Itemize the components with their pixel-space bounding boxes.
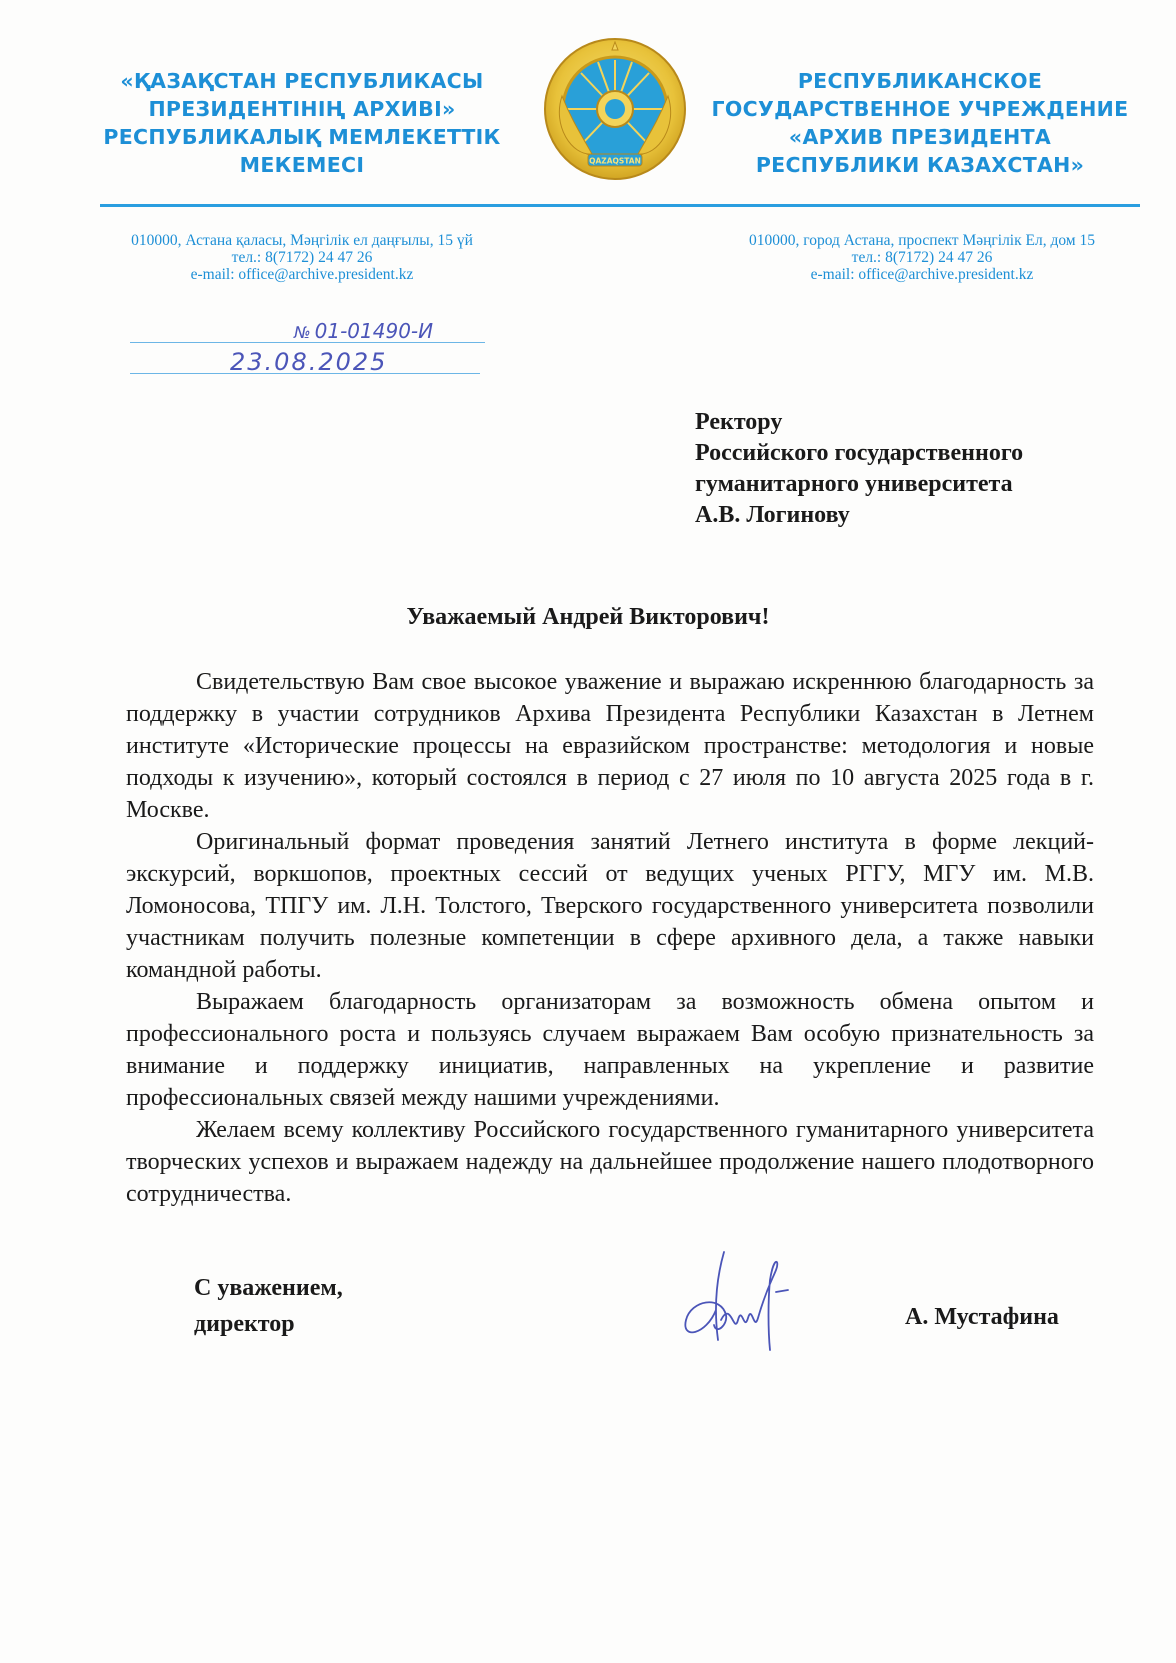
letter-body xyxy=(126,666,1094,1210)
header-divider xyxy=(100,204,1140,207)
body-paragraph: Оригинальный формат проведения занятий Летнего института в форме лекций-экскурсий, воркшопов, проектных сессий от ведущих ученых РГГУ, МГУ им. М.В. Ломоносова, ТПГУ им. Л.Н. Толстого, Тверского государственного университета позволили участникам получить полезные компетенции в сфере архивного дела, а также навыки командной работы. xyxy=(126,829,1094,983)
greeting: Уважаемый Андрей Викторович! xyxy=(406,604,770,630)
addressee-line: Российского государственного xyxy=(695,440,1024,466)
left-address xyxy=(100,232,504,283)
signer-name: А. Мустафина xyxy=(905,1304,1059,1330)
right-org-line: РЕСПУБЛИКАНСКОЕ xyxy=(797,69,1043,93)
body-paragraph: Свидетельствую Вам свое высокое уважение и выражаю искреннюю благодарность за поддержку в участии сотрудников Архива Президента Республики Казахстан в Летнем институте «Исторические процессы на евразийском пространстве: методология и новые подходы к изучению», который состоялся в период с 27 июля по 10 августа 2025 года в г. Москве. xyxy=(126,669,1094,823)
left-org-line: «ҚАЗАҚСТАН РЕСПУБЛИКАСЫ xyxy=(120,69,484,93)
registration-date: 23.08.2025 xyxy=(230,348,388,376)
left-org-name xyxy=(92,67,512,179)
phone-line: тел.: 8(7172) 24 47 26 xyxy=(851,249,993,266)
right-org-name xyxy=(700,67,1140,179)
address-line: 010000, Астана қаласы, Мәңгілік ел даңғылы, 15 үй xyxy=(131,232,473,249)
closing-block xyxy=(194,1270,343,1342)
state-emblem-icon xyxy=(542,36,688,182)
registration-number-value: 01-01490-И xyxy=(314,319,434,343)
phone-line: тел.: 8(7172) 24 47 26 xyxy=(231,249,373,266)
address-line: 010000, город Астана, проспект Мәңгілік Ел, дом 15 xyxy=(749,232,1095,249)
addressee-block xyxy=(695,407,1023,531)
body-paragraph: Желаем всему коллективу Российского государственного гуманитарного университета творческих успехов и выражаем надежду на дальнейшее продолжение нашего плодотворного сотрудничества. xyxy=(126,1117,1094,1207)
closing-line: С уважением, xyxy=(194,1275,343,1301)
signer-title: директор xyxy=(194,1311,295,1337)
body-paragraph: Выражаем благодарность организаторам за возможность обмена опытом и профессионального роста и пользуясь случаем выражаем Вам особую признательность за внимание и поддержку инициатив, направленных на укрепление и развитие профессиональных связей между нашими учреждениями. xyxy=(126,989,1094,1111)
addressee-line: гуманитарного университета xyxy=(695,471,1013,497)
addressee-line: Ректору xyxy=(695,409,783,435)
right-org-line: ГОСУДАРСТВЕННОЕ УЧРЕЖДЕНИЕ xyxy=(711,97,1129,121)
right-org-line: РЕСПУБЛИКИ КАЗАХСТАН» xyxy=(755,153,1085,177)
registration-block xyxy=(130,315,510,385)
left-org-line: РЕСПУБЛИКАЛЫҚ МЕМЛЕКЕТТІК xyxy=(103,125,501,149)
number-sign: № xyxy=(294,323,311,342)
left-org-line: ПРЕЗИДЕНТІНІҢ АРХИВІ» xyxy=(148,97,456,121)
email-line: e-mail: office@archive.president.kz xyxy=(810,266,1034,283)
handwritten-signature xyxy=(676,1240,826,1360)
left-org-line: МЕКЕМЕСІ xyxy=(239,153,365,177)
registration-number xyxy=(294,319,433,343)
email-line: e-mail: office@archive.president.kz xyxy=(190,266,414,283)
addressee-line: А.В. Логинову xyxy=(695,502,850,528)
right-address xyxy=(700,232,1144,283)
emblem-ribbon-text: QAZAQSTAN xyxy=(589,156,641,166)
right-org-line: «АРХИВ ПРЕЗИДЕНТА xyxy=(788,125,1052,149)
